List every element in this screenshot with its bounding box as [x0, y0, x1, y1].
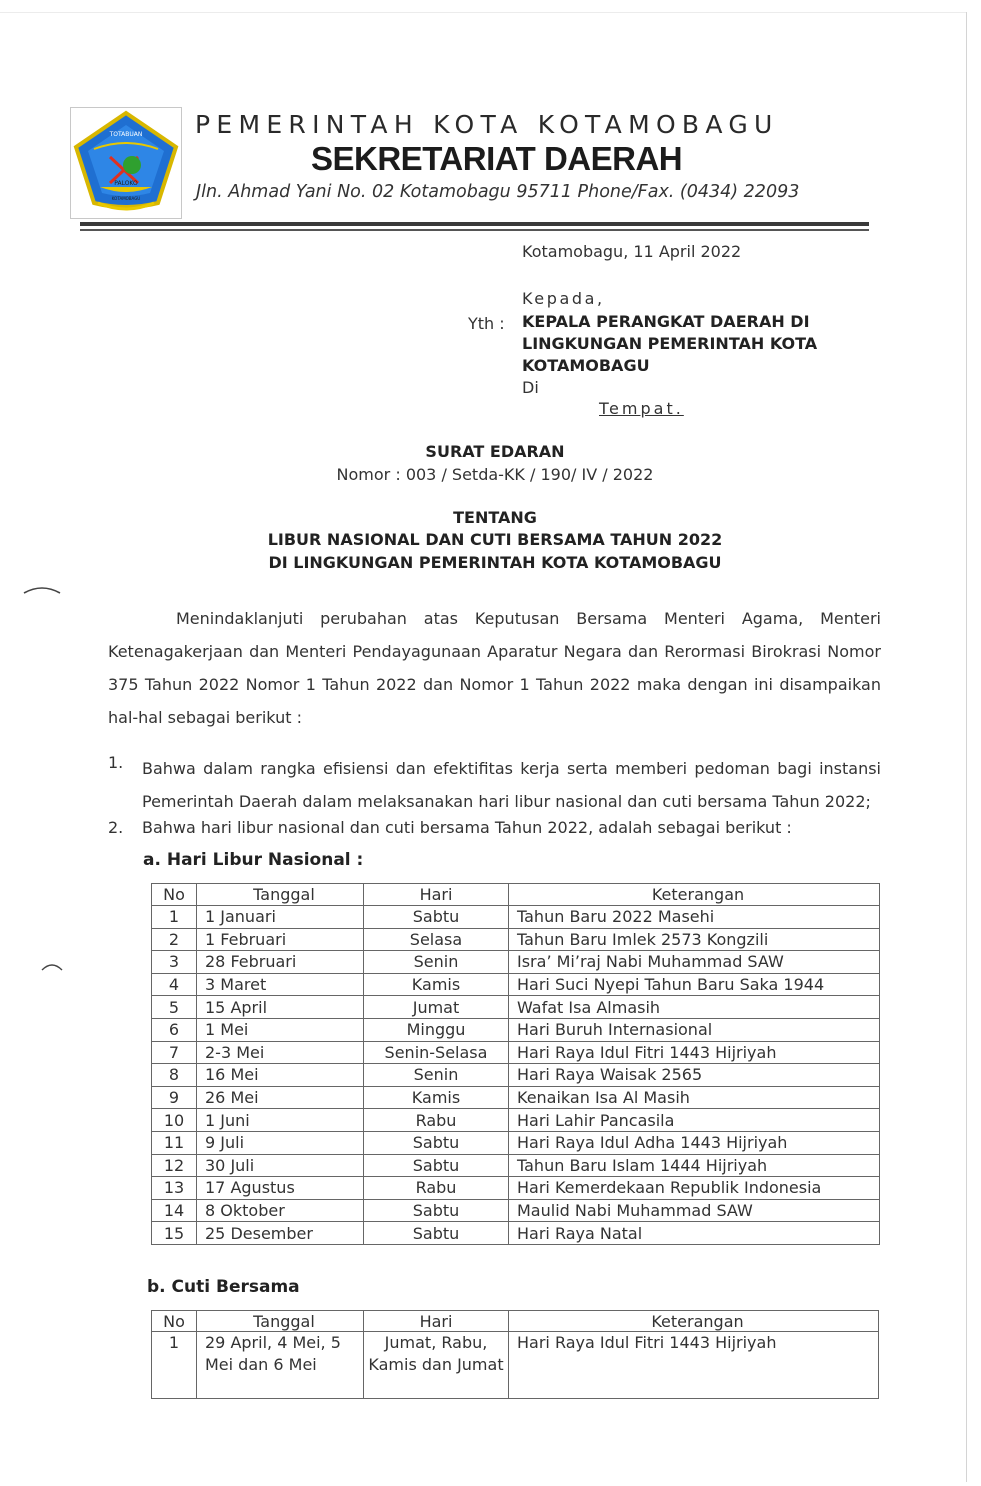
table-row: [152, 973, 880, 996]
cell-keterangan: Maulid Nabi Muhammad SAW: [509, 1199, 880, 1222]
cell-keterangan: Hari Raya Idul Fitri 1443 Hijriyah: [509, 1332, 879, 1399]
cell-tanggal: 2-3 Mei: [197, 1041, 364, 1064]
table-row: [152, 1177, 880, 1200]
cell-tanggal: 15 April: [197, 996, 364, 1019]
cell-hari: Jumat: [364, 996, 509, 1019]
cell-no: 14: [152, 1199, 197, 1222]
city-logo: [70, 107, 182, 219]
table-row: [152, 906, 880, 929]
cell-keterangan: Isra’ Mi’raj Nabi Muhammad SAW: [509, 951, 880, 974]
table-row: [152, 1018, 880, 1041]
cell-tanggal: 17 Agustus: [197, 1177, 364, 1200]
cell-no: 11: [152, 1131, 197, 1154]
table-row: [152, 1199, 880, 1222]
col-tanggal: Tanggal: [197, 1311, 364, 1332]
col-no: No: [152, 1311, 197, 1332]
subject-line: DI LINGKUNGAN PEMERINTAH KOTA KOTAMOBAGU: [268, 553, 722, 572]
cell-keterangan: Hari Raya Waisak 2565: [509, 1064, 880, 1087]
government-name: PEMERINTAH KOTA KOTAMOBAGU: [195, 110, 779, 139]
recipient-block: [522, 311, 817, 377]
circular-number: Nomor : 003 / Setda-KK / 190/ IV / 2022: [336, 465, 654, 484]
cell-no: 8: [152, 1064, 197, 1087]
cell-hari: Selasa: [364, 928, 509, 951]
cell-hari: Kamis: [364, 973, 509, 996]
cell-tanggal: 1 Februari: [197, 928, 364, 951]
svg-text:KOTAMOBAGU: KOTAMOBAGU: [111, 196, 141, 201]
letterhead-rule-thin: [80, 229, 869, 231]
subject-line: LIBUR NASIONAL DAN CUTI BERSAMA TAHUN 2022: [267, 530, 723, 549]
cell-hari: Sabtu: [364, 906, 509, 929]
cell-no: 7: [152, 1041, 197, 1064]
cell-tanggal: 25 Desember: [197, 1222, 364, 1245]
page-edge-right: [966, 12, 967, 1482]
table-row: [152, 928, 880, 951]
cell-tanggal: 9 Juli: [197, 1131, 364, 1154]
table-row: [152, 1064, 880, 1087]
cell-tanggal: 1 Januari: [197, 906, 364, 929]
item-number: 2.: [108, 818, 124, 837]
table-row: [152, 996, 880, 1019]
cell-no: 4: [152, 973, 197, 996]
cell-keterangan: Tahun Baru Islam 1444 Hijriyah: [509, 1154, 880, 1177]
table-row: [152, 1041, 880, 1064]
cell-keterangan: Hari Kemerdekaan Republik Indonesia: [509, 1177, 880, 1200]
cell-keterangan: Hari Lahir Pancasila: [509, 1109, 880, 1132]
holiday-table-body: [152, 906, 880, 1245]
cell-keterangan: Hari Suci Nyepi Tahun Baru Saka 1944: [509, 973, 880, 996]
cell-tanggal: 1 Juni: [197, 1109, 364, 1132]
punch-mark: [40, 962, 64, 972]
col-keterangan: Keterangan: [509, 1311, 879, 1332]
cell-no: 2: [152, 928, 197, 951]
collective-leave-table: [151, 1310, 879, 1399]
cell-keterangan: Tahun Baru 2022 Masehi: [509, 906, 880, 929]
table-row: [152, 1109, 880, 1132]
cell-hari: Sabtu: [364, 1222, 509, 1245]
col-tanggal: Tanggal: [197, 884, 364, 906]
cell-tanggal: 26 Mei: [197, 1086, 364, 1109]
table-header-row: [152, 1311, 879, 1332]
national-holidays-table: [151, 883, 880, 1245]
cell-tanggal: 29 April, 4 Mei, 5 Mei dan 6 Mei: [197, 1332, 364, 1399]
cell-no: 12: [152, 1154, 197, 1177]
cell-tanggal: 3 Maret: [197, 973, 364, 996]
punch-mark: [22, 585, 62, 595]
kepada-label: Kepada,: [522, 289, 605, 308]
recipient-line: LINGKUNGAN PEMERINTAH KOTA: [522, 334, 818, 353]
cell-no: 3: [152, 951, 197, 974]
cell-no: 13: [152, 1177, 197, 1200]
cell-keterangan: Kenaikan Isa Al Masih: [509, 1086, 880, 1109]
recipient-line: KEPALA PERANGKAT DAERAH DI: [522, 312, 810, 331]
table-row: [152, 951, 880, 974]
table-row: [152, 1332, 879, 1399]
cell-tanggal: 28 Februari: [197, 951, 364, 974]
cell-keterangan: Wafat Isa Almasih: [509, 996, 880, 1019]
collective-leave-body: [152, 1332, 879, 1399]
cell-tanggal: 1 Mei: [197, 1018, 364, 1041]
di-label: Di: [522, 378, 539, 397]
office-address: Jln. Ahmad Yani No. 02 Kotamobagu 95711 Phone/Fax. (0434) 22093: [196, 182, 800, 202]
cell-hari: Sabtu: [364, 1131, 509, 1154]
subheading-collective-leave: b. Cuti Bersama: [147, 1277, 300, 1297]
item-1-text: Bahwa dalam rangka efisiensi dan efektifitas kerja serta memberi pedoman bagi instansi Pemerintah Daerah dalam melaksanakan hari libur nasional dan cuti bersama Tahun 2022;: [142, 759, 881, 811]
letterhead-rule-thick: [80, 222, 869, 226]
col-hari: Hari: [364, 1311, 509, 1332]
cell-no: 9: [152, 1086, 197, 1109]
col-keterangan: Keterangan: [509, 884, 880, 906]
intro-text: Menindaklanjuti perubahan atas Keputusan Bersama Menteri Agama, Menteri Ketenagakerjaan dan Menteri Pendayagunaan Aparatur Negara dan Rerormasi Birokrasi Nomor 375 Tahun 2022 Nomor 1 Tahun 2022 dan Nomor 1 Tahun 2022 maka dengan ini disampaikan hal-hal sebagai berikut :: [108, 609, 881, 727]
circular-title: SURAT EDARAN: [425, 442, 565, 461]
svg-text:TOTABUAN: TOTABUAN: [109, 131, 143, 138]
cell-no: 1: [152, 906, 197, 929]
table-row: [152, 1131, 880, 1154]
item-number: 1.: [108, 753, 124, 772]
table-row: [152, 1222, 880, 1245]
cell-hari: Rabu: [364, 1177, 509, 1200]
cell-no: 1: [152, 1332, 197, 1399]
cell-hari: Sabtu: [364, 1154, 509, 1177]
cell-hari: Sabtu: [364, 1199, 509, 1222]
cell-keterangan: Hari Raya Natal: [509, 1222, 880, 1245]
table-header-row: [152, 884, 880, 906]
cell-no: 6: [152, 1018, 197, 1041]
cell-no: 5: [152, 996, 197, 1019]
cell-keterangan: Tahun Baru Imlek 2573 Kongzili: [509, 928, 880, 951]
subheading-national-holidays: a. Hari Libur Nasional :: [143, 850, 364, 870]
cell-tanggal: 8 Oktober: [197, 1199, 364, 1222]
cell-keterangan: Hari Buruh Internasional: [509, 1018, 880, 1041]
col-no: No: [152, 884, 197, 906]
cell-no: 15: [152, 1222, 197, 1245]
cell-hari: Senin: [364, 1064, 509, 1087]
letter-date: Kotamobagu, 11 April 2022: [522, 242, 742, 261]
cell-hari: Jumat, Rabu, Kamis dan Jumat: [364, 1332, 509, 1399]
cell-keterangan: Hari Raya Idul Fitri 1443 Hijriyah: [509, 1041, 880, 1064]
cell-hari: Rabu: [364, 1109, 509, 1132]
cell-no: 10: [152, 1109, 197, 1132]
item-2-text: Bahwa hari libur nasional dan cuti bersama Tahun 2022, adalah sebagai berikut :: [142, 818, 792, 837]
cell-keterangan: Hari Raya Idul Adha 1443 Hijriyah: [509, 1131, 880, 1154]
page-edge-top: [0, 12, 966, 13]
cell-tanggal: 16 Mei: [197, 1064, 364, 1087]
cell-hari: Senin: [364, 951, 509, 974]
intro-paragraph: [108, 602, 881, 734]
yth-label: Yth :: [468, 314, 505, 333]
svg-text:PALOKO: PALOKO: [114, 180, 138, 187]
tempat-label: Tempat.: [599, 399, 684, 418]
col-hari: Hari: [364, 884, 509, 906]
cell-hari: Kamis: [364, 1086, 509, 1109]
recipient-line: KOTAMOBAGU: [522, 356, 650, 375]
department-name: SEKRETARIAT DAERAH: [311, 140, 683, 177]
cell-tanggal: 30 Juli: [197, 1154, 364, 1177]
table-row: [152, 1086, 880, 1109]
cell-hari: Senin-Selasa: [364, 1041, 509, 1064]
tentang-heading: TENTANG: [453, 508, 537, 527]
cell-hari: Minggu: [364, 1018, 509, 1041]
table-row: [152, 1154, 880, 1177]
